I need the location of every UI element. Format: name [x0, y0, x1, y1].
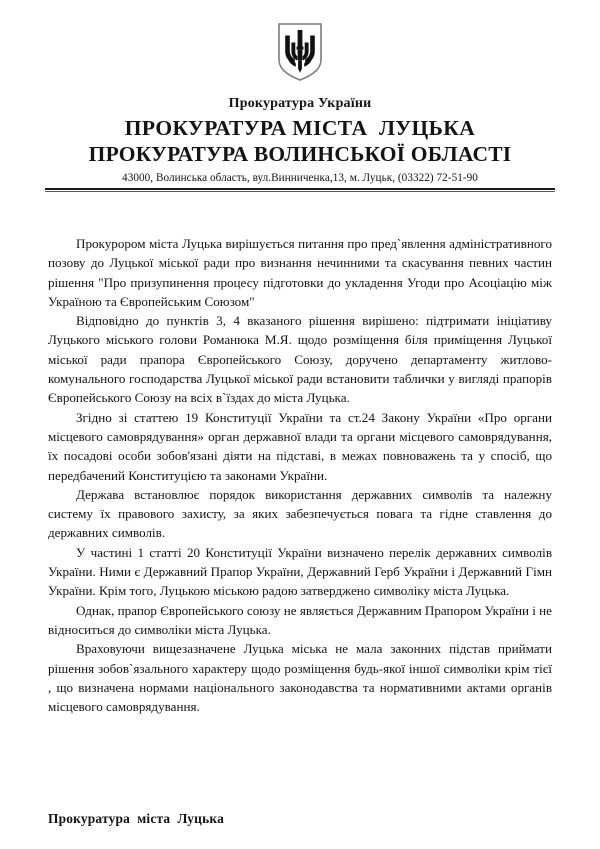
ukraine-tryzub-shield-emblem [277, 22, 323, 82]
signature-name: Прокуратура міста Луцька [48, 810, 224, 826]
body-paragraph: Враховуючи вищезазначене Луцька міська не мала законних підстав приймати рішення зобов`язального характеру щодо розміщення будь-якої іншої символіки крім тієї , що визначена нормами національного законодавства та нормативними актами органів місцевого самоврядування. [48, 641, 552, 715]
body-paragraph: Відповідно до пунктів 3, 4 вказаного рішення вирішено: підтримати ініціативу Луцького міського голови Романюка М.Я. щодо розміщення біля приміщення Луцької міської ради прапора Європейського Союзу, доручено департаменту житлово-комунального господарства Луцької міської ради встановити таблички у вигляді прапорів Європейського Союзу на всіх в`їздах до міста Луцька. [48, 313, 552, 406]
body-paragraph: Прокурором міста Луцька вирішується питання про пред`явлення адміністративного позову до Луцької міської ради про визнання нечинними та скасування певних частин рішення "Про призупинення процесу підготовки до укладення Угоди про Асоціацію між Україною та Європейським Союзом" [48, 235, 552, 309]
header-divider [45, 188, 555, 192]
body-paragraph: Однак, прапор Європейського союзу не являється Державним Прапором України і не відноситься до символіки міста Луцька. [48, 602, 552, 637]
document-body [48, 234, 552, 716]
organization-name: Прокуратура України [228, 96, 372, 111]
page-title-line-2: ПРОКУРАТУРА ВОЛИНСЬКОЇ ОБЛАСТІ [88, 141, 512, 166]
page-title-line-1: ПРОКУРАТУРА МІСТА ЛУЦЬКА [124, 116, 476, 141]
body-paragraph: Держава встановлює порядок використання державних символів та належну систему їх правового захисту, за яких забезпечується повага та гідне ставлення до державних символів. [48, 486, 552, 541]
signature-block [48, 811, 224, 827]
address-line: 43000, Волинська область, вул.Винниченка,13, м. Луцьк, (03322) 72-51-90 [122, 171, 478, 184]
body-paragraph: Згідно зі статтею 19 Конституції України та ст.24 Закону України «Про органи місцевого самоврядування» орган державної влади та органи місцевого самоврядування, їх посадові особи зобов'язані діяти на підставі, в межах повноважень та у спосіб, що передбачений Конституцією та законами України. [48, 409, 552, 483]
body-paragraph: У частині 1 статті 20 Конституції України визначено перелік державних символів України. Ними є Державний Прапор України, Державний Герб України і Державний Гімн України. Крім того, Луцькою міською радою затверджено символіку міста Луцька. [48, 544, 552, 599]
letterhead [48, 0, 552, 192]
